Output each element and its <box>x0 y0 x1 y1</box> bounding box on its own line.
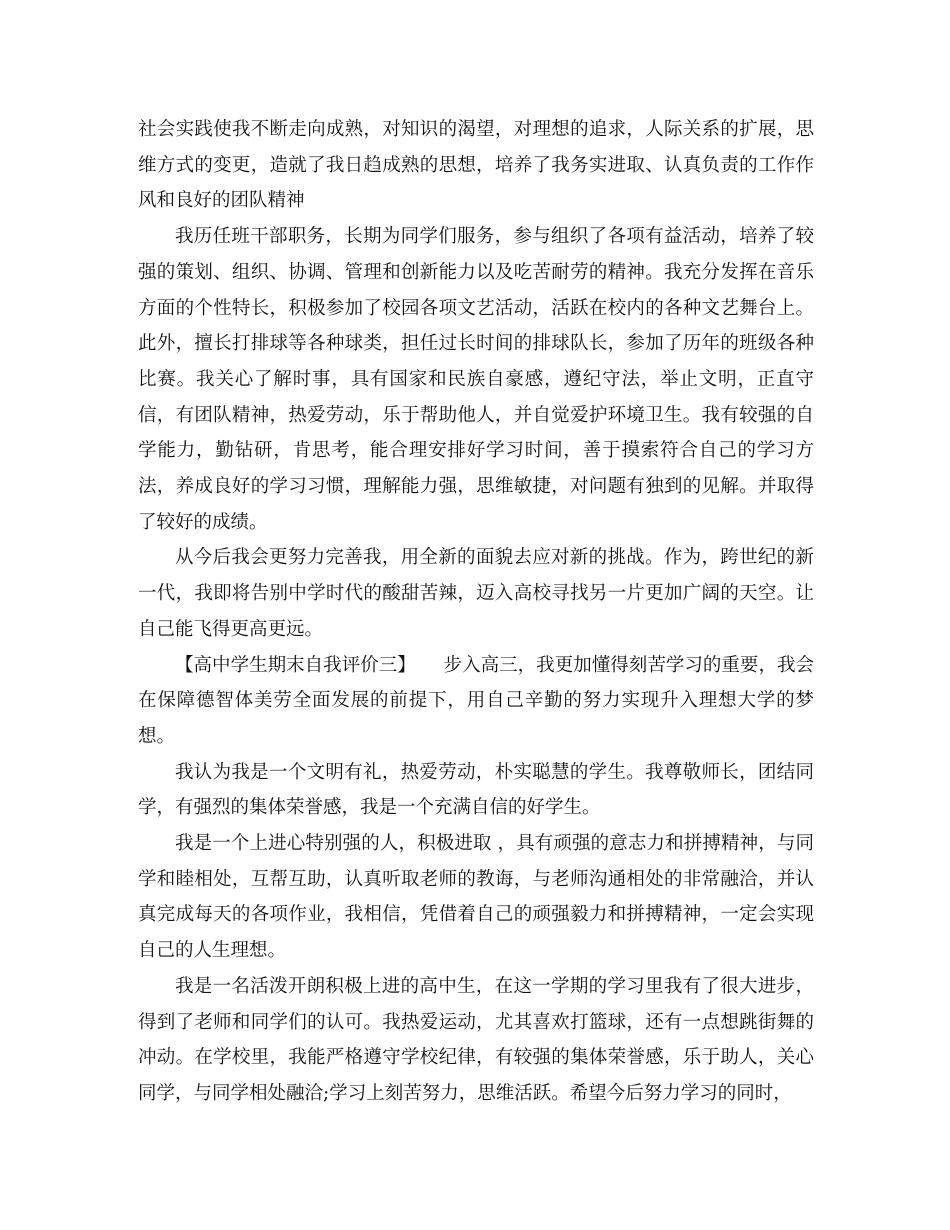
document-body <box>138 112 814 1112</box>
paragraph-4-section-heading: 【高中学生期末自我评价三】 步入高三，我更加懂得刻苦学习的重要，我会在保障德智体美劳全面发展的前提下，用自己辛勤的努力实现升入理想大学的梦想。 <box>138 654 814 747</box>
paragraph-3: 从今后我会更努力完善我，用全新的面貌去应对新的挑战。作为，跨世纪的新一代，我即将告别中学时代的酸甜苦辣，迈入高校寻找另一片更加广阔的天空。让自己能飞得更高更远。 <box>138 547 814 640</box>
paragraph-2: 我历任班干部职务，长期为同学们服务，参与组织了各项有益活动，培养了较强的策划、组织、协调、管理和创新能力以及吃苦耐劳的精神。我充分发挥在音乐方面的个性特长，积极参加了校园各项文艺活动，活跃在校内的各种文艺舞台上。此外，擅长打排球等各种球类，担任过长时间的排球队长，参加了历年的班级各种比赛。我关心了解时事，具有国家和民族自豪感，遵纪守法，举止文明，正直守信，有团队精神，热爱劳动，乐于帮助他人，并自觉爱护环境卫生。我有较强的自学能力，勤钻研，肯思考，能合理安排好学习时间，善于摸索符合自己的学习方法，养成良好的学习习惯，理解能力强，思维敏捷，对问题有独到的见解。并取得了较好的成绩。 <box>138 226 814 533</box>
paragraph-6: 我是一个上进心特别强的人，积极进取 ，具有顽强的意志力和拼搏精神，与同学和睦相处，互帮互助，认真听取老师的教诲，与老师沟通相处的非常融洽，并认真完成每天的各项作业，我相信，凭借着自己的顽强毅力和拼搏精神，一定会实现自己的人生理想。 <box>138 833 814 962</box>
paragraph-1: 社会实践使我不断走向成熟，对知识的渴望，对理想的追求，人际关系的扩展，思维方式的变更，造就了我日趋成熟的思想，培养了我务实进取、认真负责的工作作风和良好的团队精神 <box>138 119 814 212</box>
paragraph-7: 我是一名活泼开朗积极上进的高中生，在这一学期的学习里我有了很大进步，得到了老师和同学们的认可。我热爱运动，尤其喜欢打篮球，还有一点想跳街舞的冲动。在学校里，我能严格遵守学校纪律，有较强的集体荣誉感，乐于助人，关心同学，与同学相处融洽;学习上刻苦努力，思维活跃。希望今后努力学习的同时， <box>138 975 814 1104</box>
paragraph-5: 我认为我是一个文明有礼，热爱劳动，朴实聪慧的学生。我尊敬师长，团结同学，有强烈的集体荣誉感，我是一个充满自信的好学生。 <box>138 761 814 819</box>
